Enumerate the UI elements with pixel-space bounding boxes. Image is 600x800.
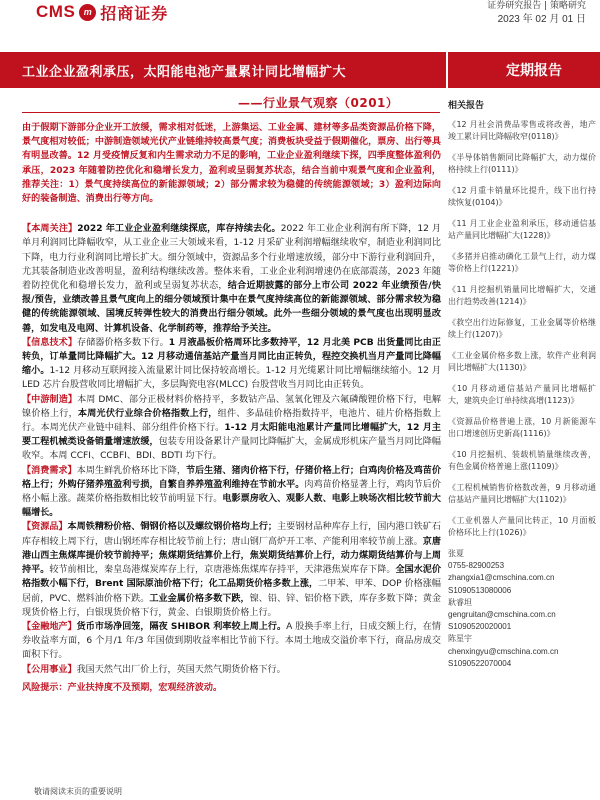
section-it [22,336,441,393]
title-band-divider [446,52,448,88]
logo-text-cn: 招商证券 [100,3,169,23]
section-rest: 包装专用设备累计产量同比降幅扩大，金属成形机床产量当月同比降幅收窄。本周 CCFI、CCBFI、BDI、BDTI 均下行。 [22,437,441,462]
section-rest: 二甲苯、甲苯、DOP 价格涨幅居前，PVC、燃料油价格下跌。 [22,579,441,604]
report-subtitle: ——行业景气观察（0201） [238,96,399,110]
analyst-phone: 0755-82900253 [448,561,505,571]
section-text: 我国天然气出厂价上行，英国天然气期货价格下行。 [76,664,286,675]
report-meta [487,0,586,26]
analyst-email[interactable]: gengruitan@cmschina.com.cn [448,610,556,620]
analyst-name: 张夏 [448,549,464,558]
related-report-item[interactable]: 《半导体销售额同比降幅扩大，动力煤价格持续上行(0111)》 [448,153,596,175]
section-rest: 主要钢材品种库存上行，国内港口铁矿石库存相较上周下行，唐山钢坯库存相比较节前上行；唐山钢厂高炉开工率、产能利用率较节前上涨。 [22,522,441,547]
section-bold: 本周铁精粉价格、铜钢价格以及螺纹钢价格均上行； [67,522,278,533]
section-bold: 货币市场净回笼，隔夜 SHIBOR 利率较上周上行。 [76,621,287,632]
section-bold: 1 月液晶板价格周环比多数持平，12 月北美 PCB 出货量同比由正转负，订单量同比降幅扩大。12 月移动通信基站产量当月同比由正转负，程控交换机当月产量同比降幅缩小。 [22,337,441,377]
related-reports-heading: 相关报告 [448,101,485,111]
page-header [0,0,600,28]
section-text: 2022 年工业企业利润有所下降，12 月单月利润同比降幅收窄，从工业企业三大领域来看，1-12 月采矿业利润增幅继续收窄，制造业利润同比下降，电力行业利润同比增长扩大。细分领域中，资源品多个行业增速放缓，部分中下游行业利润回升，尤其装备制造业改善明显，盈利结构继续改善。整体来看，工业企业利润增速仍在底部震荡，2023 年随着防控优化和稳增长发力，盈利或呈弱复苏状态， [22,224,441,292]
related-report-item[interactable]: 《10 月移动通信基站产量同比增幅扩大，建筑央企订单持续高增(1123)》 [448,384,596,406]
risk-warning: 风险提示：产业扶持度不及预期，宏观经济波动。 [22,682,223,693]
company-logo [36,0,168,24]
analyst-name: 耿睿坦 [448,597,472,607]
section-tag: 【中游制造】 [22,394,78,405]
summary-text: 由于假期下游部分企业开工放缓，需求相对低迷，上游集运、工业金属、建材等多品类资源品价格下降，景气度相对较低；中游制造领域光伏产业链维持较高景气度；消费板块受益于假期催化，票房、出行等具有明显改善。12 月受疫情反复和内生需求动力不足的影响，工业企业盈利继续下探，四季度整体盈利仍承压，2023 年随着防控优化和稳增长发力，盈利或呈弱复苏状态，结合当前中观景气度和企业盈利，推荐关注：1）景气度持续高位的新能源领域；2）部分需求较为稳健的传统能源领域；3）盈利边际向好的装备制造、消费出行等方向。 [22,123,441,205]
related-report-item[interactable]: 《救空出行边际修复，工业金属等价格继续上行(1207)》 [448,318,596,340]
report-type: 证券研究报告 | 策略研究 [487,1,586,11]
section-tag: 【资源品】 [22,522,68,533]
section-finance [22,620,441,663]
related-report-item[interactable]: 《12 月社会消费品零售或将改善，地产竣工累计同比降幅收窄(0118)》 [448,120,596,142]
section-tag: 【公用事业】 [22,664,77,675]
section-bold: 全国水泥价格指数小幅下行，Brent 国际原油价格下行；化工品期货价格多数上涨， [22,565,441,590]
analyst-license: S1090522070004 [448,658,512,668]
section-bold: 京唐港山西主焦煤库提价较节前持平；焦煤期货结算价上行，焦炭期货结算价上行，动力煤期货结算价与上周持平。 [22,536,441,576]
section-tag: 【金融地产】 [22,621,77,632]
section-rest: 较节前相比，秦皇岛港煤炭库存上行，京唐港炼焦煤库存持平，天津港焦炭库存下降。 [49,565,396,576]
section-bold: 电影票房收入、观影人数、电影上映场次相比较节前大幅增长。 [22,494,441,519]
related-report-item[interactable]: 《工业机器人产量同比转正，10 月面板价格环比上行(1026)》 [448,516,596,538]
section-rest: 1-12 月移动互联网接入流量累计同比保持较高增长。1-12 月光缆累计同比增幅继续缩小。12 月 LED 芯片台股营收同比增幅扩大，多层陶瓷电容(MLCC) 台股营收当月同比由正转负。 [22,366,441,391]
section-focus [22,222,441,336]
title-band [0,52,600,88]
section-rest: 镍、铅、锌、铝价格下跌，库存多数下降；黄金现货价格上行，白银现货价格下行，黄金、白银期货价格上行。 [22,593,441,618]
analyst-license: S1090520020001 [448,622,512,632]
section-resources [22,520,441,619]
analyst-block [448,548,596,670]
section-list [22,222,441,677]
related-report-item[interactable]: 《资源品价格普遍上涨，10 月新能源车出口增速创历史新高(1116)》 [448,417,596,439]
summary-paragraph [22,121,441,206]
report-category: 定期报告 [506,63,562,79]
section-tag: 【信息技术】 [22,337,78,348]
section-lead: 2022 年工业企业盈利继续探底，库存持续去化。 [77,224,281,235]
section-rest: 肉鸡苗价格显著上行，鸡肉节后价格小幅上涨。蔬菜价格指数相比较节前明显下行。 [22,479,441,505]
analyst-name: 陈星宇 [448,634,472,644]
analyst-email[interactable]: zhangxia1@cmschina.com.cn [448,573,555,583]
section-bold: 工业金属价格多数下跌， [149,593,250,604]
related-report-item[interactable]: 《12 月重卡销量环比提升，线下出行持续恢复(0104)》 [448,186,596,208]
analyst-license: S1090513080006 [448,585,512,595]
report-date: 2023 年 02 月 01 日 [497,14,586,25]
section-midstream [22,393,441,464]
page-footer: 敬请阅读末页的重要说明 [34,787,122,796]
section-text: 本周生鲜乳价格环比下降， [76,465,186,476]
related-report-item[interactable]: 《10 月挖掘机、装载机销量继续改善，有色金属价格普遍上涨(1109)》 [448,450,596,472]
section-rest: 组件、多晶硅价格指数持平，电池片、硅片价格指数上行。本周光伏产业链中硅料、部分组件价格下行。 [22,408,441,434]
related-report-item[interactable]: 《工程机械销售价格数改善，9 月移动通信基站产量同比增幅扩大(1102)》 [448,483,596,505]
main-column [22,121,441,695]
logo-text-en: CMS [36,2,76,21]
related-reports-list [448,119,596,540]
related-report-item[interactable]: 《工业金属价格多数上涨，软件产业利润同比增幅扩大(1130)》 [448,351,596,373]
related-report-item[interactable]: 《多猪并启推动磷化工景气上行，动力煤等价格上行(1221)》 [448,252,596,274]
logo-badge-icon: m [79,4,96,21]
related-report-item[interactable]: 《11 月工业企业盈利承压，移动通信基站产量同比增幅扩大(1228)》 [448,219,596,241]
report-title: 工业企业盈利承压，太阳能电池产量累计同比增幅扩大 [22,65,347,80]
section-consumption [22,464,441,521]
section-tag: 【本周关注】 [22,224,78,235]
section-text: 存储器价格多数下行。 [77,337,169,348]
section-bold: 本周光伏行业综合价格指数上行， [77,408,218,419]
section-bold: 节后生猪、猪肉价格下行，仔猪价格上行；白鸡肉价格及鸡苗价格上行；外购仔猪养殖盈利亏损，自繁自养养殖盈利维持在节前水平。 [22,465,441,490]
section-tag: 【消费需求】 [22,465,77,476]
analyst-email[interactable]: chenxingyu@cmschina.com.cn [448,646,559,656]
subtitle-rule [22,112,440,113]
section-utilities [22,663,441,677]
section-bold: 1-12 月太阳能电池累计产量同比增幅扩大，12 月主要工程机械类设备销量增速放缓， [22,423,441,448]
related-report-item[interactable]: 《11 月挖掘机销量同比增幅扩大，交通出行趋势改善(1214)》 [448,285,596,307]
section-text: 本周 DMC、部分正极材料价格持平，多数钴产品、氢氧化锂及六氟磷酸锂价格下行，电解镍价格上行， [22,394,441,419]
section-tail: 结合近期披露的部分上市公司 2022 年业绩预告/快报/预告，业绩改善且景气度向上的细分领域预计集中在景气度持续高位的新能源领域、部分需求较为稳健的传统能源领域、国境反转弹性较大的消费出行细分领域。此外一些细分领域的景气度也出现明显改善，如发电及电网、计算机设备、化学制药等，推荐给予关注。 [22,281,441,334]
section-text: A 股换手率上行，日成交额上行，在情券收益率方面，6 个月/1 年/3 年国债到期收益率相比节前下行。本周土地成交溢价率下行，商品房成交面积下行。 [22,621,441,661]
sidebar [448,98,596,670]
